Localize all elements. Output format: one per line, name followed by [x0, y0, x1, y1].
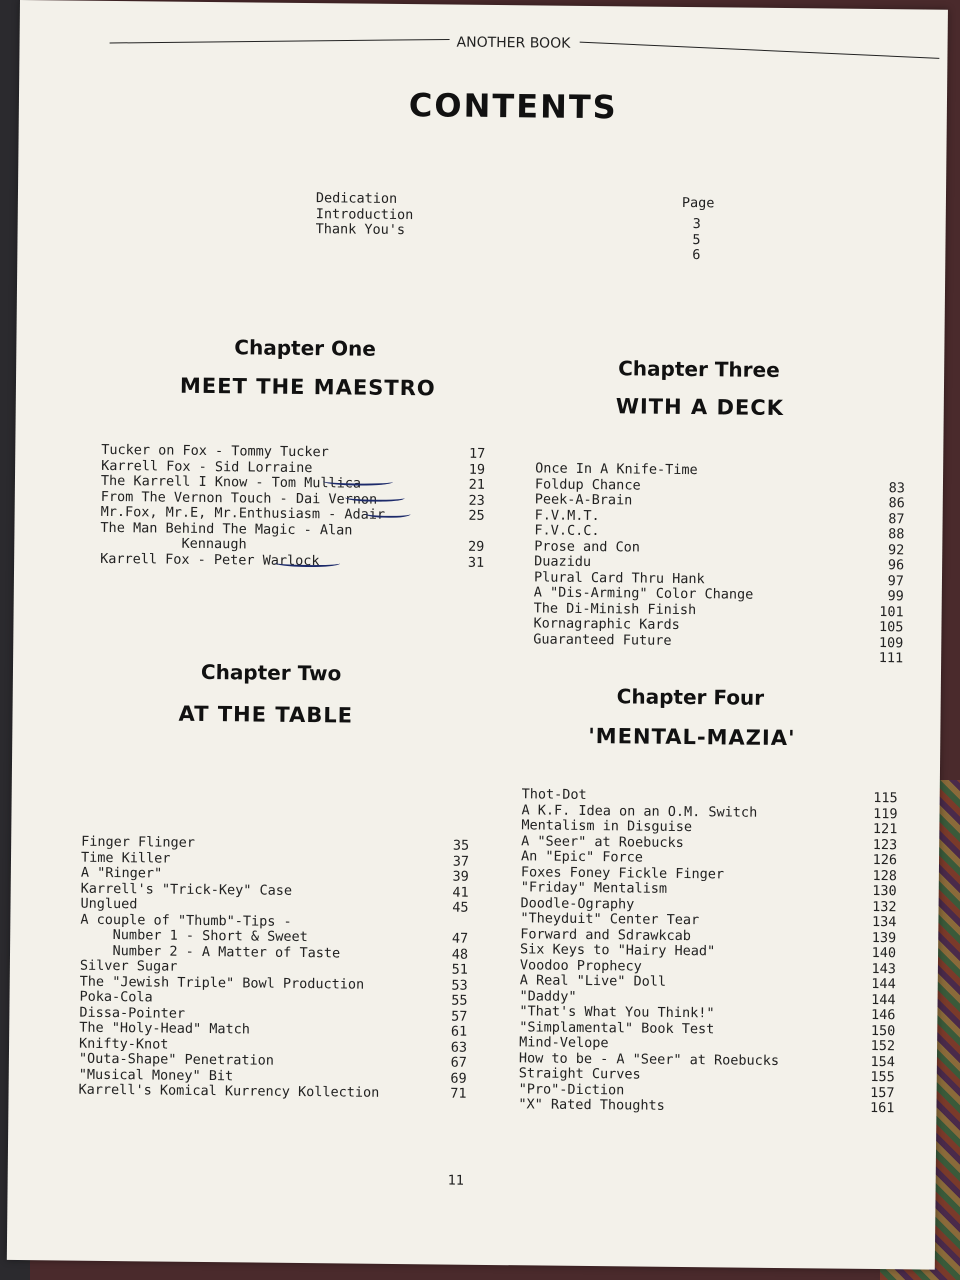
toc-entry-page: 29 — [467, 538, 485, 555]
toc-entry-page: 157 — [870, 1084, 895, 1101]
front-matter-page: 3 — [692, 216, 701, 233]
toc-entry-title: Time Killer — [80, 849, 171, 867]
toc-entry-title: Karrell's "Trick-Key" Case — [80, 880, 293, 899]
header-rule-right — [580, 42, 940, 59]
toc-entry-title: Kornagraphic Kards — [533, 615, 680, 633]
chapter-three-heading: Chapter Three — [618, 356, 780, 382]
toc-entry-page: 132 — [872, 898, 897, 915]
toc-entry-page: 134 — [871, 913, 897, 931]
toc-entry-page: 71 — [450, 1085, 467, 1102]
toc-entry-title: F.V.M.T. — [534, 506, 600, 524]
toc-entry-title: The Man Behind The Magic - Alan — [100, 519, 353, 539]
toc-entry-title: Thot-Dot — [521, 786, 587, 803]
toc-entry-page: 128 — [872, 867, 897, 884]
toc-entry-title: "Simplamental" Book Test — [519, 1018, 715, 1037]
toc-entry-title: Straight Curves — [518, 1065, 641, 1083]
toc-entry-title: "Pro"-Diction — [518, 1080, 625, 1098]
chapter-two-title: AT THE TABLE — [178, 701, 354, 728]
toc-entry-page: 86 — [888, 495, 905, 512]
toc-entry-title: Finger Flinger — [81, 833, 196, 851]
toc-entry-title: Karrell's Komical Kurrency Kollection — [78, 1081, 380, 1101]
toc-entry-page: 48 — [451, 946, 469, 963]
toc-entry-page: 126 — [872, 851, 898, 869]
toc-entry-page: 69 — [450, 1070, 467, 1087]
toc-entry-page: 161 — [869, 1099, 895, 1117]
toc-entry — [533, 647, 903, 666]
toc-entry-page: 96 — [887, 557, 905, 574]
toc-entry-title: Tucker on Fox - Tommy Tucker — [101, 441, 329, 461]
toc-entry-title: The Karrell I Know - Tom Mullica — [100, 472, 362, 492]
toc-entry-page: 119 — [873, 805, 898, 822]
toc-entry-page: 150 — [870, 1022, 896, 1039]
toc-entry-title: How to be - A "Seer" at Roebucks — [518, 1049, 780, 1069]
chapter-two-list — [79, 835, 470, 1103]
toc-entry-title: Plural Card Thru Hank — [533, 568, 705, 587]
toc-entry-page: 47 — [451, 930, 469, 947]
toc-entry-page: 140 — [871, 944, 897, 962]
toc-entry-title: Foldup Chance — [534, 475, 641, 494]
toc-entry-title: Mind-Velope — [519, 1034, 609, 1052]
toc-entry-page: 55 — [451, 992, 468, 1009]
toc-entry-page: 144 — [871, 991, 896, 1008]
toc-entry-page: 130 — [872, 882, 897, 900]
toc-entry-title: The Di-Minish Finish — [533, 599, 697, 618]
front-matter-title: Introduction — [315, 205, 414, 223]
toc-entry-title: "Daddy" — [519, 987, 577, 1005]
toc-entry-page: 92 — [887, 541, 905, 558]
toc-entry — [518, 1097, 894, 1116]
chapter-four-heading: Chapter Four — [616, 684, 765, 710]
front-matter-list — [316, 191, 436, 239]
toc-entry-title: "Friday" Mentalism — [520, 879, 668, 897]
toc-entry-title: A K.F. Idea on an O.M. Switch — [521, 801, 758, 821]
toc-entry-title: An "Epic" Force — [520, 848, 644, 866]
toc-entry-title: Karrell Fox - Sid Lorraine — [101, 457, 313, 476]
chapter-four-title: 'MENTAL-MAZIA' — [588, 723, 796, 751]
toc-entry-page: 101 — [879, 603, 904, 620]
toc-entry-title: Number 2 - A Matter of Taste — [79, 942, 341, 961]
chapter-four-list — [518, 787, 897, 1116]
toc-entry-title: Mr.Fox, Mr.E, Mr.Enthusiasm - Adair — [100, 503, 386, 523]
chapter-one-title: MEET THE MAESTRO — [179, 373, 436, 401]
toc-entry-page: 83 — [888, 479, 906, 496]
toc-entry-title: Doodle-Ography — [520, 894, 635, 912]
page-column-label: Page — [681, 194, 715, 212]
toc-entry-title: The "Holy-Head" Match — [79, 1019, 251, 1038]
toc-entry-title: "X" Rated Thoughts — [518, 1096, 665, 1114]
page-number: 11 — [447, 1172, 465, 1189]
toc-entry-page: 53 — [451, 977, 468, 994]
toc-entry-title: Guaranteed Future — [533, 630, 672, 649]
toc-entry-page: 143 — [871, 960, 896, 977]
header-rule-left — [110, 39, 450, 44]
toc-entry-page: 146 — [870, 1006, 896, 1024]
toc-entry-page: 61 — [450, 1023, 468, 1040]
toc-entry-title: Poka-Cola — [79, 988, 153, 1006]
toc-entry-title: A "Ringer" — [80, 864, 163, 882]
toc-entry-page: 105 — [879, 619, 904, 636]
toc-entry-title: From The Vernon Touch - Dai Vernon — [100, 488, 378, 508]
toc-entry-title: Silver Sugar — [79, 957, 178, 975]
front-matter-page: 6 — [692, 247, 701, 264]
toc-entry-title: Voodoo Prophecy — [519, 956, 642, 975]
toc-entry-page: 23 — [468, 492, 485, 509]
toc-entry-page: 63 — [450, 1039, 468, 1056]
chapter-three-title: WITH A DECK — [615, 394, 785, 421]
toc-entry-page: 37 — [452, 853, 470, 870]
toc-entry-title: Kennaugh — [100, 534, 247, 553]
chapter-one-list — [100, 443, 485, 571]
toc-entry-page: 139 — [871, 929, 897, 946]
toc-entry-page: 154 — [870, 1053, 896, 1070]
toc-entry-page: 99 — [887, 588, 904, 605]
toc-entry-title: A "Seer" at Roebucks — [521, 832, 684, 851]
toc-entry-page: 155 — [870, 1068, 895, 1086]
front-matter-title: Dedication — [315, 190, 398, 207]
toc-entry-page: 88 — [888, 526, 905, 543]
toc-entry-page: 41 — [452, 884, 469, 901]
toc-entry-title: Forward and Sdrawkcab — [520, 925, 692, 944]
front-matter-page: 5 — [692, 231, 701, 248]
toc-entry-page: 51 — [451, 961, 468, 978]
toc-entry — [79, 1083, 467, 1103]
toc-entry-page: 21 — [468, 476, 486, 493]
toc-entry-title: "Theyduit" Center Tear — [520, 910, 700, 929]
toc-entry-page: 67 — [450, 1054, 467, 1071]
toc-entry-title: Foxes Foney Fickle Finger — [520, 863, 725, 882]
front-matter-pages — [681, 217, 711, 264]
chapter-one-heading: Chapter One — [234, 335, 376, 361]
toc-entry-title: Dissa-Pointer — [79, 1004, 186, 1022]
toc-entry-page: 19 — [468, 461, 486, 478]
toc-entry-page: 152 — [870, 1037, 896, 1055]
toc-entry-page: 25 — [468, 507, 485, 524]
toc-entry-title: A Real "Live" Doll — [519, 972, 667, 990]
toc-entry-title: Peek-A-Brain — [534, 491, 633, 509]
toc-entry-page: 97 — [887, 572, 905, 589]
toc-entry-page: 115 — [873, 789, 898, 807]
toc-entry-title: "Outa-Shape" Penetration — [78, 1050, 275, 1069]
toc-entry-page: 45 — [452, 899, 469, 916]
running-title: ANOTHER BOOK — [456, 34, 571, 52]
toc-entry-title: Prose and Con — [534, 537, 641, 556]
toc-entry-page: 121 — [872, 820, 898, 838]
toc-entry-page: 57 — [451, 1008, 468, 1025]
toc-entry-title: Unglued — [80, 895, 138, 913]
toc-entry-page: 123 — [872, 836, 898, 853]
toc-entry-title: "Musical Money" Bit — [78, 1066, 234, 1084]
chapter-three-list — [533, 461, 905, 666]
toc-entry-page: 17 — [468, 445, 486, 462]
toc-entry-page: 111 — [878, 650, 904, 667]
chapter-two-heading: Chapter Two — [200, 659, 342, 686]
toc-entry-title: A "Dis-Arming" Color Change — [533, 584, 754, 603]
contents-title: CONTENTS — [408, 86, 618, 127]
toc-entry-title: "That's What You Think!" — [519, 1003, 715, 1022]
toc-entry-page: 35 — [452, 837, 470, 854]
toc-entry-page: 87 — [888, 510, 905, 527]
book-page — [7, 0, 948, 1270]
toc-entry-title: The "Jewish Triple" Bowl Production — [79, 973, 365, 993]
toc-entry-title: Once In A Knife-Time — [535, 460, 698, 479]
toc-entry-title: Six Keys to "Hairy Head" — [520, 941, 716, 960]
toc-entry-title: Number 1 - Short & Sweet — [80, 926, 308, 946]
toc-entry-page: 109 — [878, 634, 904, 651]
toc-entry-page: 144 — [871, 975, 896, 993]
toc-entry-title: Knifty-Knot — [78, 1035, 169, 1053]
toc-entry-title: F.V.C.C. — [534, 522, 600, 540]
front-matter-title: Thank You's — [315, 221, 406, 239]
toc-entry-title: Karrell Fox - Peter Warlock — [100, 550, 320, 569]
toc-entry-page: 31 — [467, 554, 485, 571]
toc-entry-title: Duazidu — [534, 553, 592, 571]
toc-entry-title: Mentalism in Disguise — [521, 817, 693, 836]
toc-entry-page: 39 — [452, 868, 469, 885]
toc-entry-title: A couple of "Thumb"-Tips - — [80, 911, 292, 930]
